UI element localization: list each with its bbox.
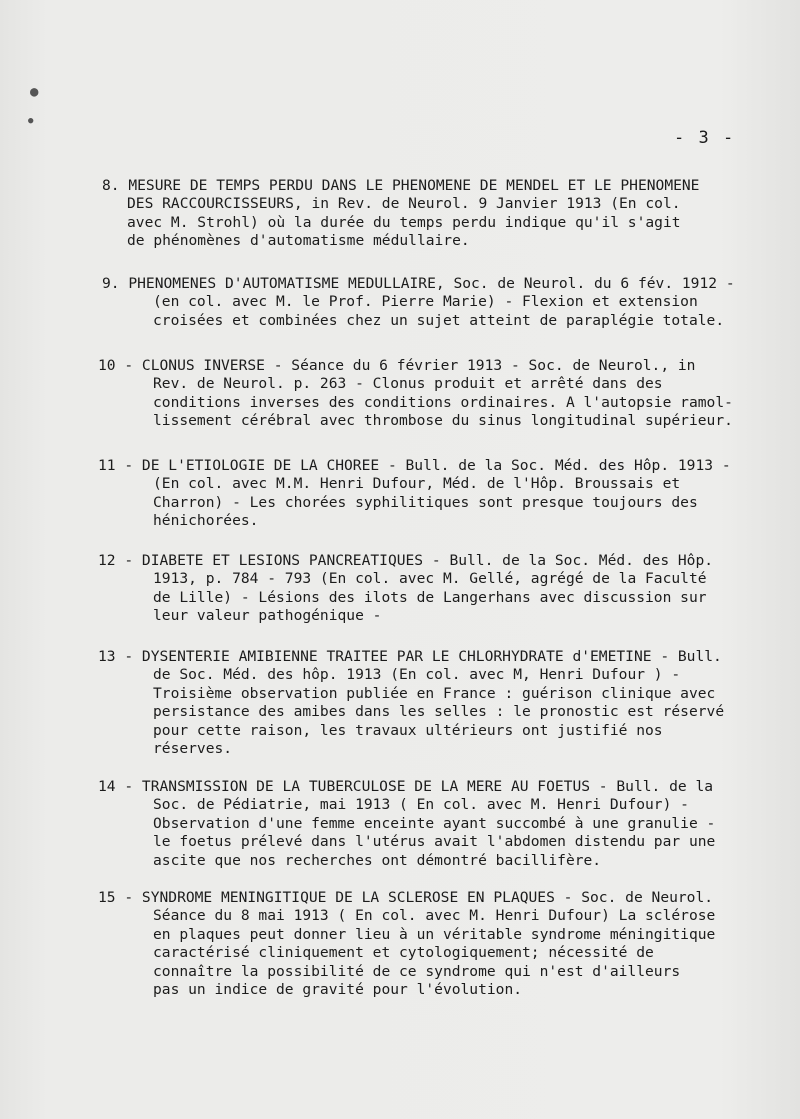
paper-speck: ●	[28, 116, 34, 126]
entry-line: pas un indice de gravité pour l'évolution.	[153, 981, 523, 999]
bibliography-entry-11	[98, 457, 778, 531]
entry-line: 14 - TRANSMISSION DE LA TUBERCULOSE DE LA MERE AU FOETUS - Bull. de la	[98, 778, 714, 795]
entry-line: (En col. avec M.M. Henri Dufour, Méd. de l'Hôp. Broussais et	[153, 475, 681, 493]
entry-line: Observation d'une femme enceinte ayant succombé à une granulie -	[153, 814, 716, 832]
entry-line: 1913, p. 784 - 793 (En col. avec M. Gellé, agrégé de la Faculté	[153, 570, 707, 588]
bibliography-entry-10	[98, 357, 778, 431]
entry-line: leur valeur pathogénique -	[153, 607, 382, 625]
entry-line: de Soc. Méd. des hôp. 1913 (En col. avec M, Henri Dufour ) -	[153, 666, 681, 684]
entry-line: Charron) - Les chorées syphilitiques sont presque toujours des	[153, 493, 698, 511]
bibliography-entry-8	[102, 177, 782, 251]
page-number: - 3 -	[674, 128, 736, 148]
entry-line: en plaques peut donner lieu à un véritable syndrome méningitique	[153, 925, 716, 943]
bibliography-entry-14	[98, 778, 778, 870]
entry-line: le foetus prélevé dans l'utérus avait l'abdomen distendu par une	[153, 833, 716, 851]
entry-line: lissement cérébral avec thrombose du sinus longitudinal supérieur.	[153, 412, 733, 430]
entry-line: 13 - DYSENTERIE AMIBIENNE TRAITEE PAR LE CHLORHYDRATE d'EMETINE - Bull.	[98, 648, 722, 665]
entry-line: de phénomènes d'automatisme médullaire.	[127, 232, 470, 250]
entry-line: connaître la possibilité de ce syndrome qui n'est d'ailleurs	[153, 962, 681, 980]
bibliography-entry-15	[98, 889, 778, 999]
entry-line: hénichorées.	[153, 512, 259, 530]
entry-line: croisées et combinées chez un sujet atteint de paraplégie totale.	[153, 311, 725, 329]
bibliography-entry-9	[98, 275, 778, 330]
entry-line: 10 - CLONUS INVERSE - Séance du 6 février 1913 - Soc. de Neurol., in	[98, 357, 696, 374]
entry-line: 15 - SYNDROME MENINGITIQUE DE LA SCLEROSE EN PLAQUES - Soc. de Neurol.	[98, 889, 714, 906]
entry-line: 9. PHENOMENES D'AUTOMATISME MEDULLAIRE, Soc. de Neurol. du 6 fév. 1912 -	[102, 275, 735, 292]
entry-line: DES RACCOURCISSEURS, in Rev. de Neurol. 9 Janvier 1913 (En col.	[127, 195, 681, 213]
entry-line: Troisième observation publiée en France : guérison clinique avec	[153, 684, 716, 702]
entry-line: ascite que nos recherches ont démontré bacillifère.	[153, 851, 602, 869]
entry-line: de Lille) - Lésions des ilots de Langerhans avec discussion sur	[153, 588, 707, 606]
entry-line: (en col. avec M. le Prof. Pierre Marie) - Flexion et extension	[153, 293, 698, 311]
entry-line: 11 - DE L'ETIOLOGIE DE LA CHOREE - Bull. de la Soc. Méd. des Hôp. 1913 -	[98, 457, 731, 474]
entry-line: Séance du 8 mai 1913 ( En col. avec M. Henri Dufour) La sclérose	[153, 907, 716, 925]
entry-line: persistance des amibes dans les selles : le pronostic est réservé	[153, 703, 725, 721]
entry-line: Soc. de Pédiatrie, mai 1913 ( En col. avec M. Henri Dufour) -	[153, 796, 689, 814]
paper-speck: ●	[30, 84, 39, 100]
entry-line: 12 - DIABETE ET LESIONS PANCREATIQUES - Bull. de la Soc. Méd. des Hôp.	[98, 552, 714, 569]
entry-line: Rev. de Neurol. p. 263 - Clonus produit et arrêté dans des	[153, 375, 663, 393]
entry-line: avec M. Strohl) où la durée du temps perdu indique qu'il s'agit	[127, 213, 681, 231]
entry-line: réserves.	[153, 740, 233, 758]
bibliography-entry-12	[98, 552, 778, 626]
entry-line: conditions inverses des conditions ordinaires. A l'autopsie ramol-	[153, 393, 733, 411]
entry-line: 8. MESURE DE TEMPS PERDU DANS LE PHENOMENE DE MENDEL ET LE PHENOMENE	[102, 177, 700, 194]
entry-line: caractérisé cliniquement et cytologiquement; nécessité de	[153, 944, 654, 962]
bibliography-entry-13	[98, 648, 778, 758]
entry-line: pour cette raison, les travaux ultérieurs ont justifié nos	[153, 721, 663, 739]
